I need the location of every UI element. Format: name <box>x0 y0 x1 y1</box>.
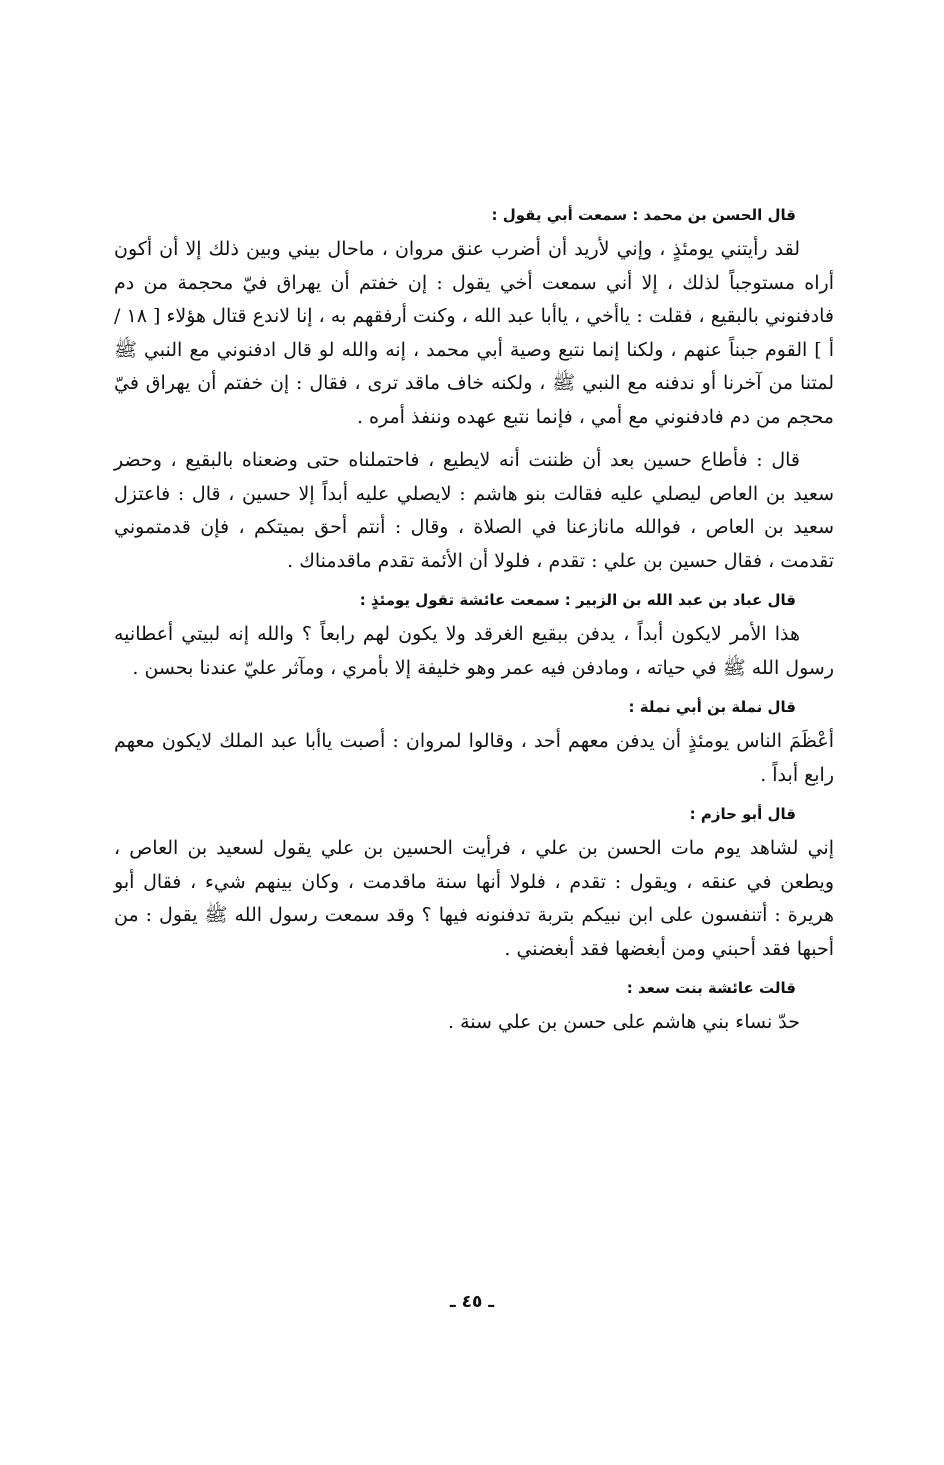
paragraph: قال : فأطاع حسين بعد أن ظننت أنه لايطيع ، فاحتملناه حتى وضعناه بالبقيع ، وحضر سعيد بن العاص ليصلي عليه فقالت بنو هاشم : لايصلي عليه أبداً إلا حسين ، قال : فاعتزل سعيد بن العاص ، فوالله مانازعنا في الصلاة ، وقال : أنتم أحق بميتكم ، فإن قدمتموني تقدمت ، فقال حسين بن علي : تقدم ، فلولا أن الأئمة تقدم ماقدمناك . <box>114 449 834 572</box>
page-number: ـ ٤٥ ـ <box>449 1292 495 1312</box>
section-heading: قالت عائشة بنت سعد : <box>626 979 796 997</box>
section-heading: قال الحسن بن محمد : سمعت أبي يقول : <box>491 206 796 224</box>
paragraph: أعْظَمَ الناس يومئذٍ أن يدفن معهم أحد ، وقالوا لمروان : أصبت ياأبا عبد الملك لايكون معهم رابع أبداً . <box>114 730 834 786</box>
section-heading: قال نملة بن أبي نملة : <box>628 698 796 716</box>
paragraph: حدّ نساء بني هاشم على حسن بن علي سنة . <box>448 1011 800 1033</box>
section-heading: قال عباد بن عبد الله بن الزبير : سمعت عائشة تقول يومئذٍ : <box>359 591 796 609</box>
page-content <box>114 203 834 1050</box>
section-heading: قال أبو حازم : <box>689 805 796 823</box>
paragraph: هذا الأمر لايكون أبداً ، يدفن ببقيع الغرقد ولا يكون لهم رابعاً ؟ والله إنه لبيتي أعطانيه رسول الله ﷺ في حياته ، ومادفن فيه عمر وهو خليفة إلا بأمري ، ومآثر عليّ عندنا بحسن . <box>114 623 834 679</box>
paragraph: إني لشاهد يوم مات الحسن بن علي ، فرأيت الحسين بن علي يقول لسعيد بن العاص ، ويطعن في عنقه ، ويقول : تقدم ، فلولا أنها سنة ماقدمت ، وكان بينهم شيء ، فقال أبو هريرة : أتنفسون على ابن نبيكم بتربة تدفنونه فيها ؟ وقد سمعت رسول الله ﷺ يقول : من أحبها فقد أحبني ومن أبغضها فقد أبغضني . <box>114 837 834 960</box>
paragraph: لقد رأيتني يومئذٍ ، وإني لأريد أن أضرب عنق مروان ، ماحال بيني وبين ذلك إلا أن أكون أراه مستوجباً لذلك ، إلا أني سمعت أخي يقول : إن خفتم أن يهراق فيّ محجمة من دم فادفنوني بالبقيع ، فقلت : ياأخي ، ياأبا عبد الله ، وكنت أرفقهم به ، إنا لاندع قتال هؤلاء [ ١٨ / أ ] القوم جبناً عنهم ، ولكنا إنما نتبع وصية أبي محمد ، إنه والله لو قال ادفنوني مع النبي ﷺ لمتنا من آخرنا أو ندفنه مع النبي ﷺ ، ولكنه خاف ماقد ترى ، فقال : إن خفتم أن يهراق فيّ محجم من دم فادفنوني مع أمي ، فإنما نتبع عهده وننفذ أمره . <box>114 238 834 428</box>
